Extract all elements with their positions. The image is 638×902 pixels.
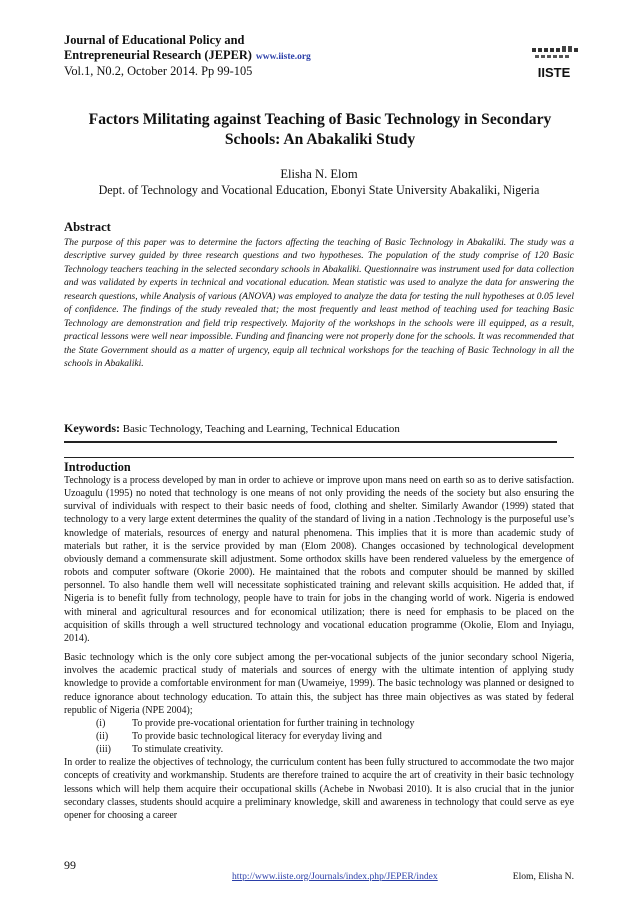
keywords-label: Keywords:: [64, 421, 120, 435]
introduction-heading: Introduction: [64, 460, 131, 474]
volume-info: Vol.1, N0.2, October 2014. Pp 99-105: [64, 64, 253, 79]
list-item: (iii) To stimulate creativity.: [96, 744, 224, 756]
abstract-heading: Abstract: [64, 220, 111, 234]
logo-text: IISTE: [537, 65, 571, 80]
introduction-divider: [64, 457, 574, 458]
journal-name-line1: Journal of Educational Policy and: [64, 33, 245, 47]
footer-author: Elom, Elisha N.: [512, 871, 574, 882]
intro-paragraph-1: Technology is a process developed by man in order to achieve or improve upon mans need on earth so as to derive satisfaction. Uzoagulu (1995) no noted that technology is one means of not only providing the needs of the society but also ensuring the survival of individuals with respect to their basic needs of food, clothing and shelter. Similarly Awandor (1999) stated that technology to a very large extent determines the quality of the standard of living in a nation .Technology is the purposeful use’s knowledge of materials, resources of energy and natural phenomena. This implies that it is more than academic study of materials but rather, it is the service provided by man (Elom 2008). Changes occasioned by technological development obviously demand a commensurate skill adjustment. Some orthodox skills have been rendered valueless by the emergence of robots and computer software (Okorie 2000). He maintained that the robots and computer should be manned by skilled personnel. To also handle them well will necessitate sophisticated training and relevant skills acquisition. He added that, if Nigeria is to benefit fully from technology, people have to train for jobs in the changing world of work. Nigeria is endowed with mineral and agricultural resources and for economical utilization; there is need for emphasis to be placed on the acquisition of skills through a well structured technology and vocational education programme (Okolie, Elom and Inyiagu, 2014).: [64, 475, 574, 644]
abstract-text: The purpose of this paper was to determine the factors affecting the teaching of Basic Technology in Abakaliki. The study was a descriptive survey guided by three research questions and two hypotheses. The population of the study comprise of 120 Basic Technology teachers teaching in the selected secondary schools in Abakaliki. Questionnaire was instrument used for data collection and was validated by experts in technical and vocational education. Mean statistic was used to analyze the data for answering the research questions, while Analysis of various (ANOVA) was employed to analyze the data for testing the null hypotheses at 0.05 level of confidence. The findings of the study revealed that; the most frequently and least method of teaching used for teaching Basic Technology are demonstration and field trip respectively. Majority of the workshops in the schools were ill equipped, as a result, practical lessons were well near impossible. Funding and financing were not properly done for the schools. It was recommended that the State Government should as a matter of urgency, equip all technical workshops for the teaching of Basic Technology in all the schools in Abakaliki.: [64, 237, 574, 370]
keywords-text: Basic Technology, Teaching and Learning, Technical Education: [120, 423, 400, 435]
journal-website-link[interactable]: www.iiste.org: [255, 51, 311, 62]
introduction-body: [64, 474, 574, 822]
list-item: (i) To provide pre-vocational orientation for further training in technology: [96, 717, 415, 729]
keywords-divider: [64, 441, 557, 443]
intro-paragraph-2: Basic technology which is the only core subject among the per-vocational subjects of the junior secondary school Nigeria, involves the academic practical study of materials and sources of energy with the ultimate intention of applying study knowledge to provide a comfortable environment for man (Uwameiye, 1999). The basic technology was planned or designed to reduce ignorance about technology education. To attain this, the subject has three main objectives as was stated by federal republic of Nigeria (NPE 2004);: [64, 652, 574, 716]
journal-url-link[interactable]: http://www.iiste.org/Journals/index.php/JEPER/index: [232, 871, 438, 882]
list-item: (ii) To provide basic technological literacy for everyday living and: [96, 730, 382, 742]
paper-title: Factors Militating against Teaching of Basic Technology in Secondary Schools: An Abakaliki Study: [88, 111, 552, 148]
journal-header: [64, 33, 484, 79]
intro-paragraph-3: In order to realize the objectives of technology, the curriculum content has been fully structured to accommodate the two major concepts of creativity and workmanship. Students are therefore trained to acquire the art of creativity in their basic technology lessons which will help them acquire their occupational skills (Achebe in Nwobasi 2010). It is also crucial that in the junior secondary classes, students should acquire a preliminary knowledge, skill and awareness in technology that could serve as eye opener for choosing a career: [64, 757, 574, 821]
author-affiliation: Dept. of Technology and Vocational Education, Ebonyi State University Abakaliki, Nigeria: [98, 183, 540, 197]
journal-name-line2: Entrepreneurial Research (JEPER): [64, 47, 252, 62]
page-number: 99: [64, 858, 76, 872]
iiste-logo: [529, 44, 579, 86]
author-name: Elisha N. Elom: [280, 167, 358, 181]
keywords: [64, 421, 574, 436]
objectives-list: [64, 717, 574, 756]
